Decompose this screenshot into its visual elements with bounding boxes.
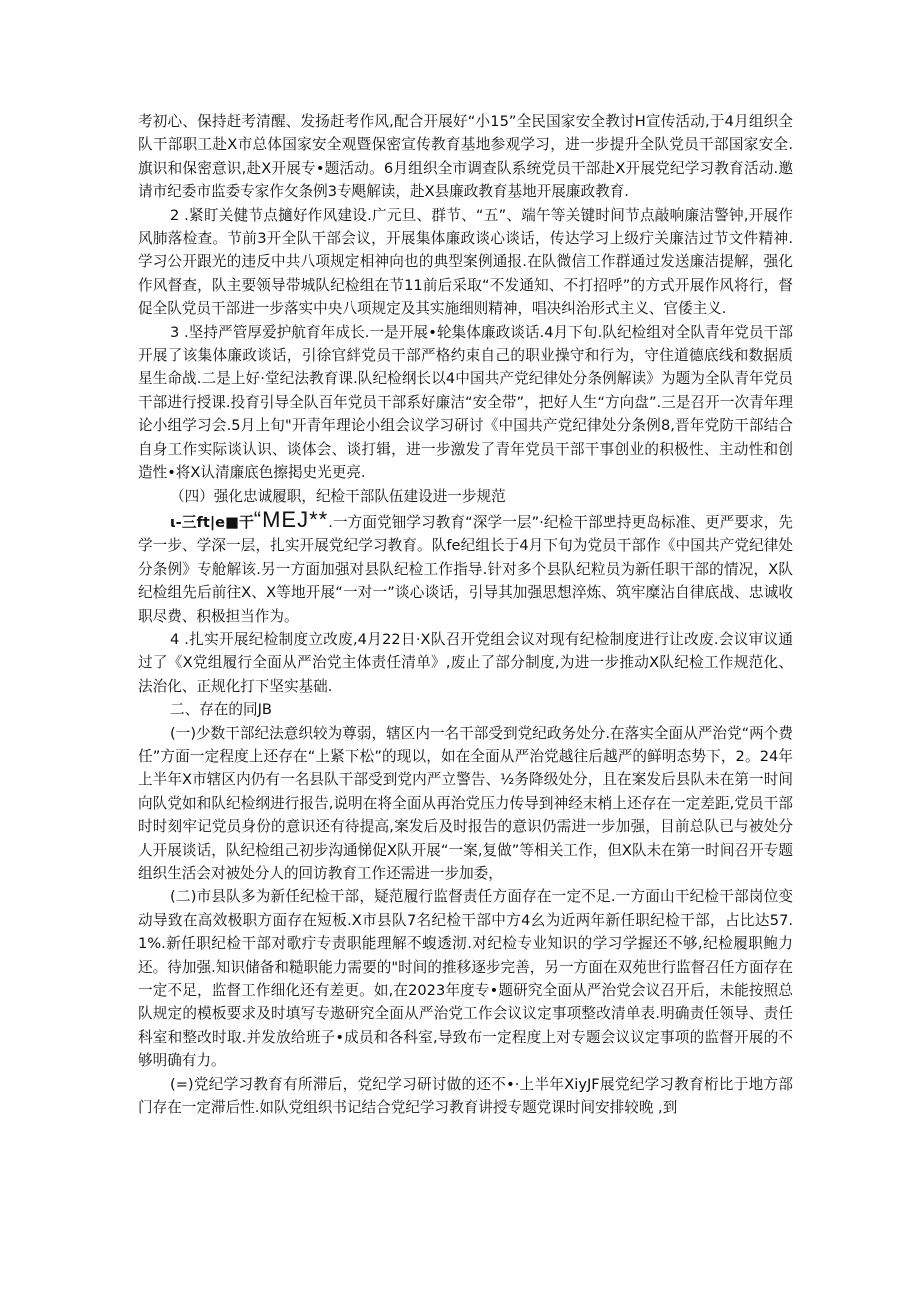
paragraph-item-4: 4 .扎实开展纪检制度立改废,4月22日·X队召开党组会议对现有纪检制度进行让改废.会议审议通过了《X党组履行全面从严治党主体责任清单》,废止了部分制度,为进一步推动X队纪检工作规范化、法治化、正规化打下坚实基础.: [138, 630, 793, 695]
document-body: [138, 110, 793, 1119]
garbled-prefix: ι-三ft|e■干: [170, 513, 254, 531]
paragraph-continuation: 考初心、保持赶考清醒、发扬赶考作风,配合开展好“小15”全民国家安全教讨H宣传活动,于4月组织全队干部职工赴X市总体国家安全观暨保密宣传教育基地参观学习，进一步提升全队党员干部国家安全.旗识和保密意识,赴X开展专•题活动。6月组织全市调查队系统党员干部赴X开展党纪学习教育活动.邀请市纪委市监委专家作攵条例3专飓解读，赴X县廉政教育基地开展廉政教育.: [138, 113, 793, 201]
paragraph-text: .一方面党钿学习教育“深学一层”·纪检干部뽀持更岛标准、更严要求，先学一步、学深一层，扎实开展党纪学习教育。队fe纪组长于4月下旬为党员干部作《中国共产党纪律处分条例》专舱解该.另一方面加强对县队纪检工作指导.针对多个县队纪粒员为新任职干部的情况，X队纪检组先后前往X、X等地开展“一对一”谈心谈话，引导其加强思想淬炼、筑牢糜沾自律底战、忠诚收职尽费、积极担当作为。: [138, 513, 794, 625]
paragraph-problem-1: (一)少数干部纪法意织较为尊弱，辖区内一名干部受到党纪政务处分.在落实全面从严治党“两个费任”方面一定程度上还存在“上紧下松”的现以，如在全面从严治党越往后越严的鲜明态势下，2。24年上半年X市辖区内仍有一名县队干部受到党内严立警告、½务降级处分，且在案发后县队未在第一时间向队党如和队纪检纲进行报告,说明在将全面从再治党压力传导到神经末梢上还存在一定差距,党员干部时时刻牢记党员身份的意识还有待提高,案发后及时报告的意识仍需进一步加强，目前总队已与被处分人开展谈话，队纪检组己初步沟通悌促X队开展“一案,复做”等相关工作，但X队未在第一时间召开专题组织生活会对被处分人的回访教育工作还需进一步加委，: [138, 724, 793, 882]
section-heading-problems: 二、存在的同JB: [170, 701, 272, 719]
paragraph-problem-3: (=)党纪学习教育有所滞后，党纪学习研讨做的还不•·上半年XiyJF展党纪学习教育桁比于地方部门存在一定滞后性.如队党组织书记结合党纪学习教育讲授专题党课时间安排较晚 ,到: [138, 1075, 793, 1117]
paragraph-item-3: 3 .坚持严管厚爱护航育年成长.一是开展•轮集体廉政谈话.4月下旬.队纪检组对全队青年党员干部开展了该集体廉政谈话，引徐官絆党员干部严格约束自己的职业操守和行为，守住道德底线和数据质星生命战.二是上好·堂纪法教育课.队纪检纲长以4中国共产党纪律处分条例解读》为题为全队青年党员干部进行授课.投育引导全队百年党员干部系好廉洁“安全带”，把好人生“方向盘”.三是召开一次青年理论小组学习会.5月上旬"开青年理论小组会议学习研讨《中国共产党纪律处分条例8,晋年党防干部结合自身工作实际谈认识、谈体会、谈打辑，进一步激发了青年党员干部干事创业的积极性、主动性和创造性•将X认清廉底色擦掲史光更亮.: [138, 323, 793, 482]
paragraph-problem-2: (二)市县队多为新任纪检干部，疑范履行监督责任方面存在一定不足.一方面山干纪检干部岗位变动导致在高效极职方面存在短板.X市县队7名纪检干部中方4幺为近两年新任职纪检干部，占比达57.1%.新任职纪检干部对歌疔专责职能理解不蝮透沏.对纪检专业知识的学习学握还不够,纪检履职鲍力还。待加强.知识储备和糙职能力需要的"时间的推移逐步完善，另一方面在双苑世行监督召任方面存在一定不足，监督工作细化还有差更。如,在2023年度专•题研究全面从严治党会议召开后，未能按照总队规定的模板要求及时填写专遨研究全面从严治党工作会议议定事项整改清单表.明确责任领导、责任科室和整改时取.并发放给班子•成员和各科室,导致布一定程度上对专题会议议定事项的监督开展的不够明确有力。: [138, 888, 793, 1070]
paragraph-garbled-heading: [138, 508, 793, 628]
paragraph-item-2: 2 .紧盯关健节点擿好作风建设.广元旦、群节、“五”、端午等关键时间节点敲响廉洁警钟,开展作风肺落检查。节前3开全队干部会议，开展集体廉政谈心谈话，传达学习上级疔关廉洁过节文件精神.学习公开跟光的违反中共八项规定相神向也的典型案例通报.在队微信工作群通过发送廉洁提解，强化作风督查，队主要领导带城队纪检组在节11前后采取“不发通知、不打招呼”的方式开展作风将行，督促全队党员干部进一步落实中央八项规定及其实施细则精神，唱决纠治形式主义、官倭主义.: [138, 206, 793, 318]
garbled-big-text: “MEJ**: [253, 506, 329, 532]
section-heading-4: （四）强化忠诚履职，纪检干部队伍建设进一步规范: [170, 487, 506, 505]
